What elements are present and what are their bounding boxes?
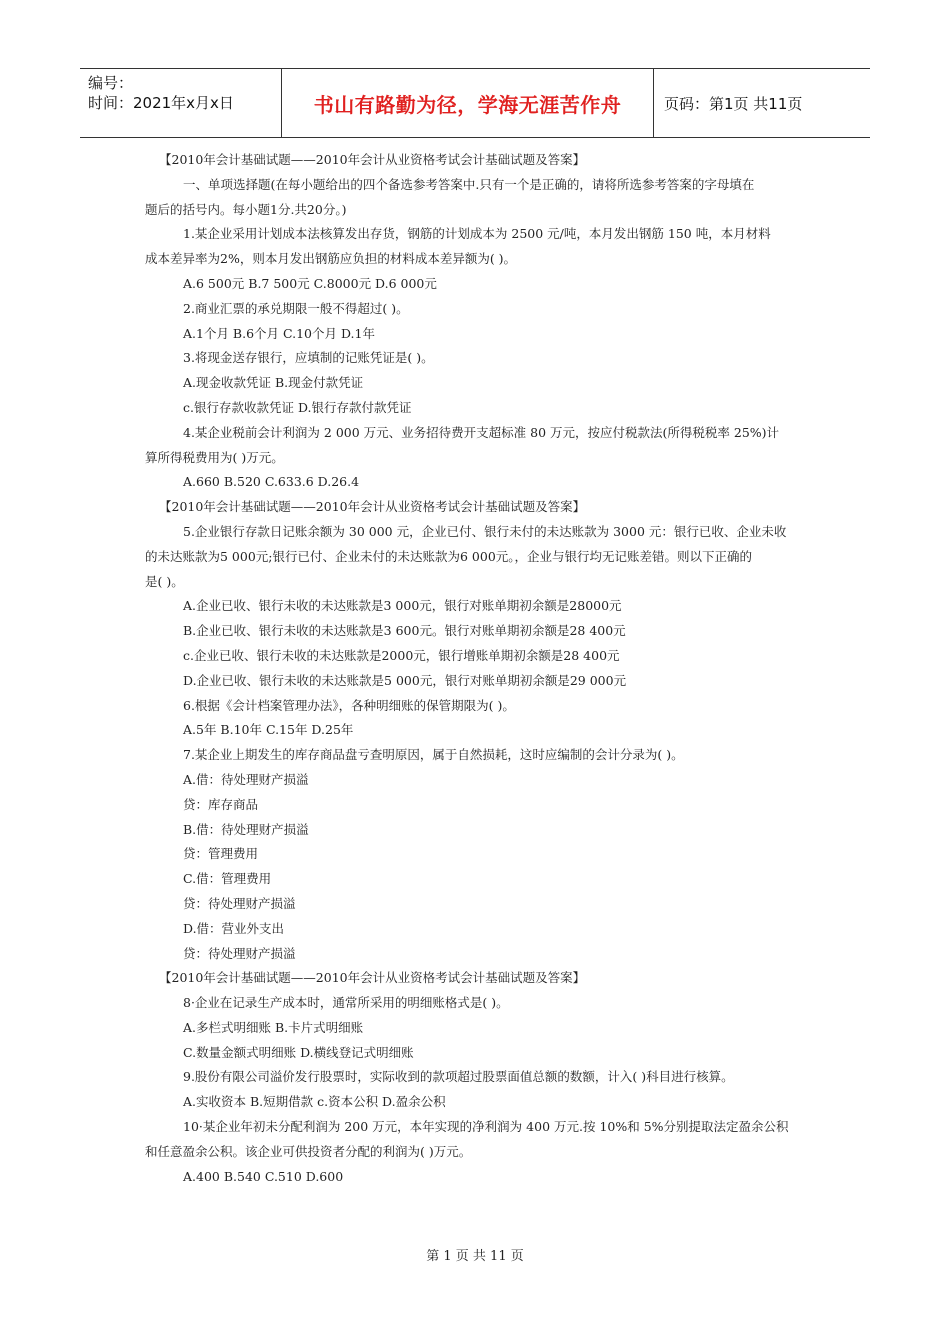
question-8-options: C.数量金额式明细账 D.横线登记式明细账 (183, 1044, 414, 1060)
question-5: 5.企业银行存款日记账余额为 30 000 元，企业已付、银行未付的未达账款为 3000 元：银行已收、企业未收 (183, 523, 787, 539)
question-8: 8·企业在记录生产成本时，通常所采用的明细账格式是( )。 (183, 995, 509, 1011)
question-7-option: C.借：管理费用 (183, 871, 272, 887)
question-7: 7.某企业上期发生的库存商品盘亏查明原因，属于自然损耗，这时应编制的会计分录为( )。 (183, 747, 684, 763)
question-7-option: B.借：待处理财产损溢 (183, 821, 309, 837)
question-6-options: A.5年 B.10年 C.15年 D.25年 (183, 722, 354, 738)
question-10-options: A.400 B.540 C.510 D.600 (183, 1168, 344, 1184)
page-header (80, 68, 870, 138)
question-9: 9.股份有限公司溢价发行股票时，实际收到的款项超过股票面值总额的数额，计入( )科目进行核算。 (183, 1069, 734, 1085)
question-10: 10·某企业年初未分配利润为 200 万元，本年实现的净利润为 400 万元.按 10%和 5%分别提取法定盈余公积 (183, 1119, 789, 1135)
section-heading: 【2010年会计基础试题——2010年会计从业资格考试会计基础试题及答案】 (159, 970, 586, 986)
question-3-options: A.现金收款凭证 B.现金付款凭证 (183, 375, 364, 391)
section-heading: 【2010年会计基础试题——2010年会计从业资格考试会计基础试题及答案】 (159, 499, 586, 515)
question-1: 1.某企业采用计划成本法核算发出存货，钢筋的计划成本为 2500 元/吨，本月发出钢筋 150 吨，本月材料 (183, 226, 771, 242)
question-7-option: 贷：待处理财产损溢 (183, 895, 296, 911)
instructions: 一、单项选择题(在每小题给出的四个备选参考答案中.只有一个是正确的，请将所选参考答案的字母填在 (183, 176, 755, 192)
question-3-options: c.银行存款收款凭证 D.银行存款付款凭证 (183, 399, 412, 415)
question-1-options: A.6 500元 B.7 500元 C.8000元 D.6 000元 (183, 275, 437, 291)
question-3: 3.将现金送存银行，应填制的记账凭证是( )。 (183, 350, 434, 366)
question-4-options: A.660 B.520 C.633.6 D.26.4 (183, 474, 360, 490)
question-5-option: D.企业已收、银行未收的未达账款是5 000元，银行对账单期初余额是29 000元 (183, 672, 627, 688)
question-5-cont: 是( )。 (145, 573, 184, 589)
question-7-option: D.借：营业外支出 (183, 920, 285, 936)
question-7-option: 贷：管理费用 (183, 846, 259, 862)
question-7-option: 贷：库存商品 (183, 796, 259, 812)
question-4: 4.某企业税前会计利润为 2 000 万元、业务招待费开支超标准 80 万元，按应付税款法(所得税税率 25%)计 (183, 424, 780, 440)
page-number-label: 页码：第1页 共11页 (664, 94, 803, 113)
question-1-cont: 成本差异率为2%，则本月发出钢筋应负担的材料成本差异额为( )。 (145, 251, 517, 267)
question-7-option: 贷：待处理财产损溢 (183, 945, 296, 961)
question-2: 2.商业汇票的承兑期限一般不得超过( )。 (183, 300, 409, 316)
question-5-option: B.企业已收、银行未收的未达账款是3 600元。银行对账单期初余额是28 400元 (183, 623, 626, 639)
question-5-cont: 的未达账款为5 000元;银行已付、企业未付的未达账款为6 000元。，企业与银行均无记账差错。则以下正确的 (145, 548, 753, 564)
question-5-option: c.企业已收、银行未收的未达账款是2000元，银行增账单期初余额是28 400元 (183, 647, 620, 663)
page-footer: 第 1 页 共 11 页 (426, 1249, 524, 1264)
document-body (145, 148, 813, 1189)
question-2-options: A.1个月 B.6个月 C.10个月 D.1年 (183, 325, 375, 341)
motto: 书山有路勤为径，学海无涯苦作舟 (282, 69, 654, 137)
question-6: 6.根据《会计档案管理办法》，各种明细账的保管期限为( )。 (183, 697, 515, 713)
question-7-option: A.借：待处理财产损溢 (183, 771, 309, 787)
question-10-cont: 和任意盈余公积。该企业可供投资者分配的利润为( )万元。 (145, 1143, 472, 1159)
question-8-options: A.多栏式明细账 B.卡片式明细账 (183, 1019, 364, 1035)
header-info-cell (80, 69, 282, 137)
serial-number-label: 编号： (88, 74, 134, 92)
question-9-options: A.实收资本 B.短期借款 c.资本公积 D.盈余公积 (183, 1094, 446, 1110)
date-label: 时间：2021年x月x日 (88, 94, 234, 112)
section-heading: 【2010年会计基础试题——2010年会计从业资格考试会计基础试题及答案】 (159, 152, 586, 167)
instructions-cont: 题后的括号内。每小题1分.共20分。) (145, 201, 347, 217)
question-5-option: A.企业已收、银行未收的未达账款是3 000元，银行对账单期初余额是28000元 (183, 598, 622, 614)
question-4-cont: 算所得税费用为( )万元。 (145, 449, 284, 465)
